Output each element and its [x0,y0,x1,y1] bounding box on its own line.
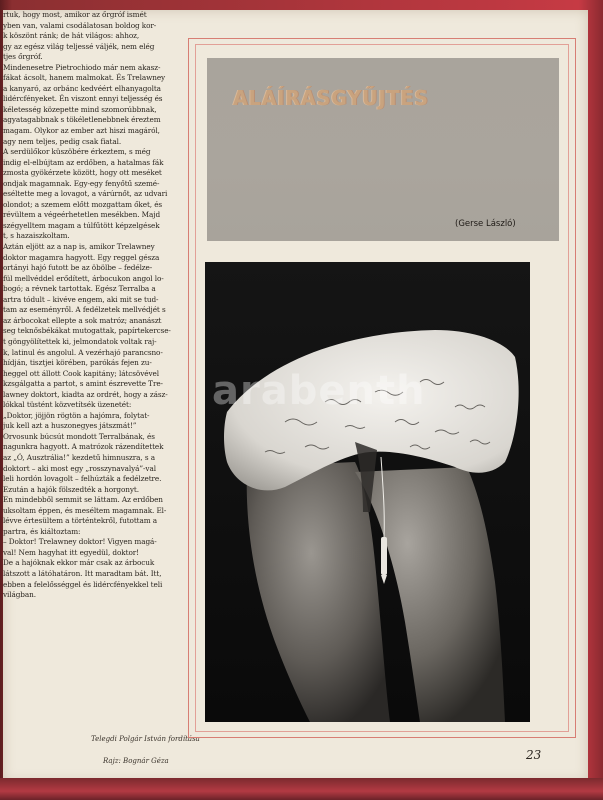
book-bottom-edge [0,778,603,800]
story-text-column [3,10,181,710]
section-title: ALÁÍRÁSGYŰJTÉS [233,86,429,110]
photograph [205,262,530,722]
translator-credit: Telegdi Polgár István fordítása [91,735,200,743]
author-credit: (Gerse László) [455,219,516,229]
photo-illustration [205,262,530,722]
story-body-text: rtuk, hogy most, amikor az őrgróf ismét yben van, valami csodálatosan boldog kor- k köszönt ránk; de hát világos: ahhoz, gy az egész világ teljessé váljék, nem elég tjes őrgróf. Mindenesetre Pietrochiodo már nem akasz- fákat ácsolt, hanem malmokat. És Trelawney a kanyaró, az orbánc kedvéért elhanyagolta lidércfényeket. Én viszont ennyi teljesség és kéletesség közepette mind szomorúbbnak, agyatagabbnak s tökéletlenebbnek éreztem magam. Olykor az ember azt hiszi magáról, agy nem teljes, pedig csak fiatal. A serdülőkor küszöbére érkeztem, s még indig el-elbújtam az erdőben, a hatalmas fák zmosta gyökérzete között, hogy ott meséket ondjak magamnak. Egy-egy fenyőtű szemé- eséltette meg a lovagot, a várúrnőt, az udvari olondot; a szemem előtt mozgattam őket, és révültem a végeérhetetlen mesékben. Majd szégyelltem magam a túlfűtött képzelgések t, s hazaiszkoltam. Aztán eljött az a nap is, amikor Trelawney doktor magamra hagyott. Egy reggel gésza ortányi hajó futott be az öbölbe – fedélze- fül mellvéddel erődített, árbocukon angol lo- bogó; a révnek tartottak. Egész Terralba a artra tódult – kivéve engem, aki mit se tud- tam az eseményről. A fedélzetek mellvédjét s az árbocokat ellepte a sok matróz; ananászt seg teknősbékákat mutogattak, papírtekercse- t göngyölítettek ki, jelmondatok voltak raj- k, latinul és angolul. A vezérhajó parancsno- hídján, tisztjei körében, parókás fejen zu- heggel ott állott Cook kapitány; látcsövével kzsgálgatta a partot, s amint észrevette Tre- lawney doktort, kiadta az ordrét, hogy a zász- lókkal tüstént közvetítsék üzenetét: „Doktor, jöjjön rögtön a hajómra, folytat- juk kell azt a huszonegyes játszmát!” Orvosunk búcsút mondott Terralbának, és nagunkra hagyott. A matrózok rázendítettek az „Ó, Ausztrália!” kezdetű himnuszra, s a doktort – aki most egy „rosszynavalyá”-val leli hordón lovagolt – felhúzták a fedélzetre. Ezután a hajók fölszedték a horgonyt. En mindebből semmit se láttam. Az erdőben uksoltam éppen, és meséltem magamnak. El- lévve értesültem a történtekről, futottam a partra, és kiáltoztam: – Doktor! Trelawney doktor! Vigyen magá- val! Nem hagyhat itt egyedül, doktor! De a hajóknak ekkor már csak az árbocuk látszott a látóhatáron. Itt maradtam bát. Itt, ebben a felelősséggel és lidércfényekkel teli világban. [3,10,171,600]
page-number: 23 [526,748,542,762]
artist-credit: Rajz: Bognár Géza [103,757,169,765]
watermark: arabenth [212,368,426,414]
title-block [207,58,559,241]
